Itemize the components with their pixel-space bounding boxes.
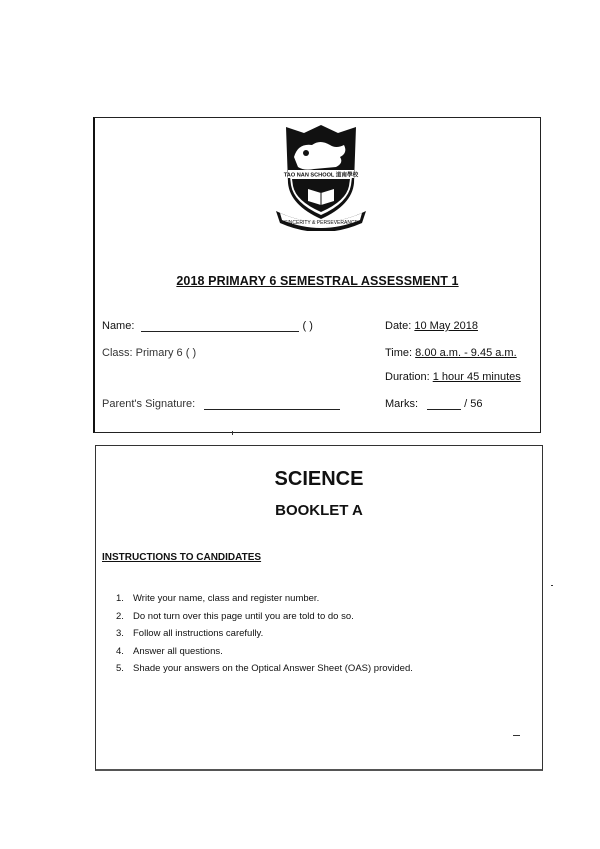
class-field <box>102 347 196 359</box>
scan-mark <box>551 585 553 586</box>
list-item: 2. Do not turn over this page until you are told to do so. <box>116 610 354 622</box>
time-field <box>385 347 517 359</box>
time-label: Time: <box>385 347 413 359</box>
name-field <box>102 320 313 332</box>
name-input-line[interactable] <box>141 331 299 332</box>
time-value: 8.00 a.m. - 9.45 a.m. <box>415 347 517 359</box>
booklet-box <box>95 445 543 771</box>
parent-signature-line[interactable] <box>204 409 340 410</box>
duration-label: Duration: <box>385 371 430 383</box>
marks-line[interactable] <box>427 409 461 410</box>
parent-signature-label: Parent's Signature: <box>102 398 196 410</box>
svg-text:TAO NAN SCHOOL 道南學校: TAO NAN SCHOOL 道南學校 <box>283 172 359 179</box>
date-field <box>385 320 478 332</box>
date-value: 10 May 2018 <box>414 320 478 332</box>
school-crest-logo <box>274 123 368 231</box>
marks-field <box>385 398 482 410</box>
name-label: Name: <box>102 320 135 332</box>
list-item: 3. Follow all instructions carefully. <box>116 628 264 639</box>
instructions-list <box>116 593 413 681</box>
date-label: Date: <box>385 320 412 332</box>
register-number-paren: ( ) <box>302 320 313 332</box>
list-item: 4. Answer all questions. <box>116 645 223 657</box>
svg-text:SINCERITY & PERSEVERANCE: SINCERITY & PERSEVERANCE <box>284 220 358 226</box>
duration-value: 1 hour 45 minutes <box>432 371 521 383</box>
assessment-title: 2018 PRIMARY 6 SEMESTRAL ASSESSMENT 1 <box>176 274 459 288</box>
scan-mark <box>232 431 233 435</box>
scan-mark <box>513 735 520 736</box>
instructions-heading: INSTRUCTIONS TO CANDIDATES <box>102 552 262 563</box>
cover-info-box <box>93 117 541 433</box>
list-item: 1. Write your name, class and register number. <box>116 593 320 604</box>
duration-field <box>385 371 521 383</box>
marks-total: / 56 <box>464 398 483 410</box>
class-label: Class: Primary 6 ( ) <box>102 347 197 359</box>
parent-signature-field <box>102 398 340 410</box>
list-item: 5. Shade your answers on the Optical Answer Sheet (OAS) provided. <box>116 663 413 674</box>
booklet-title: BOOKLET A <box>275 502 363 519</box>
subject-title: SCIENCE <box>274 468 364 490</box>
marks-label: Marks: <box>385 398 418 410</box>
